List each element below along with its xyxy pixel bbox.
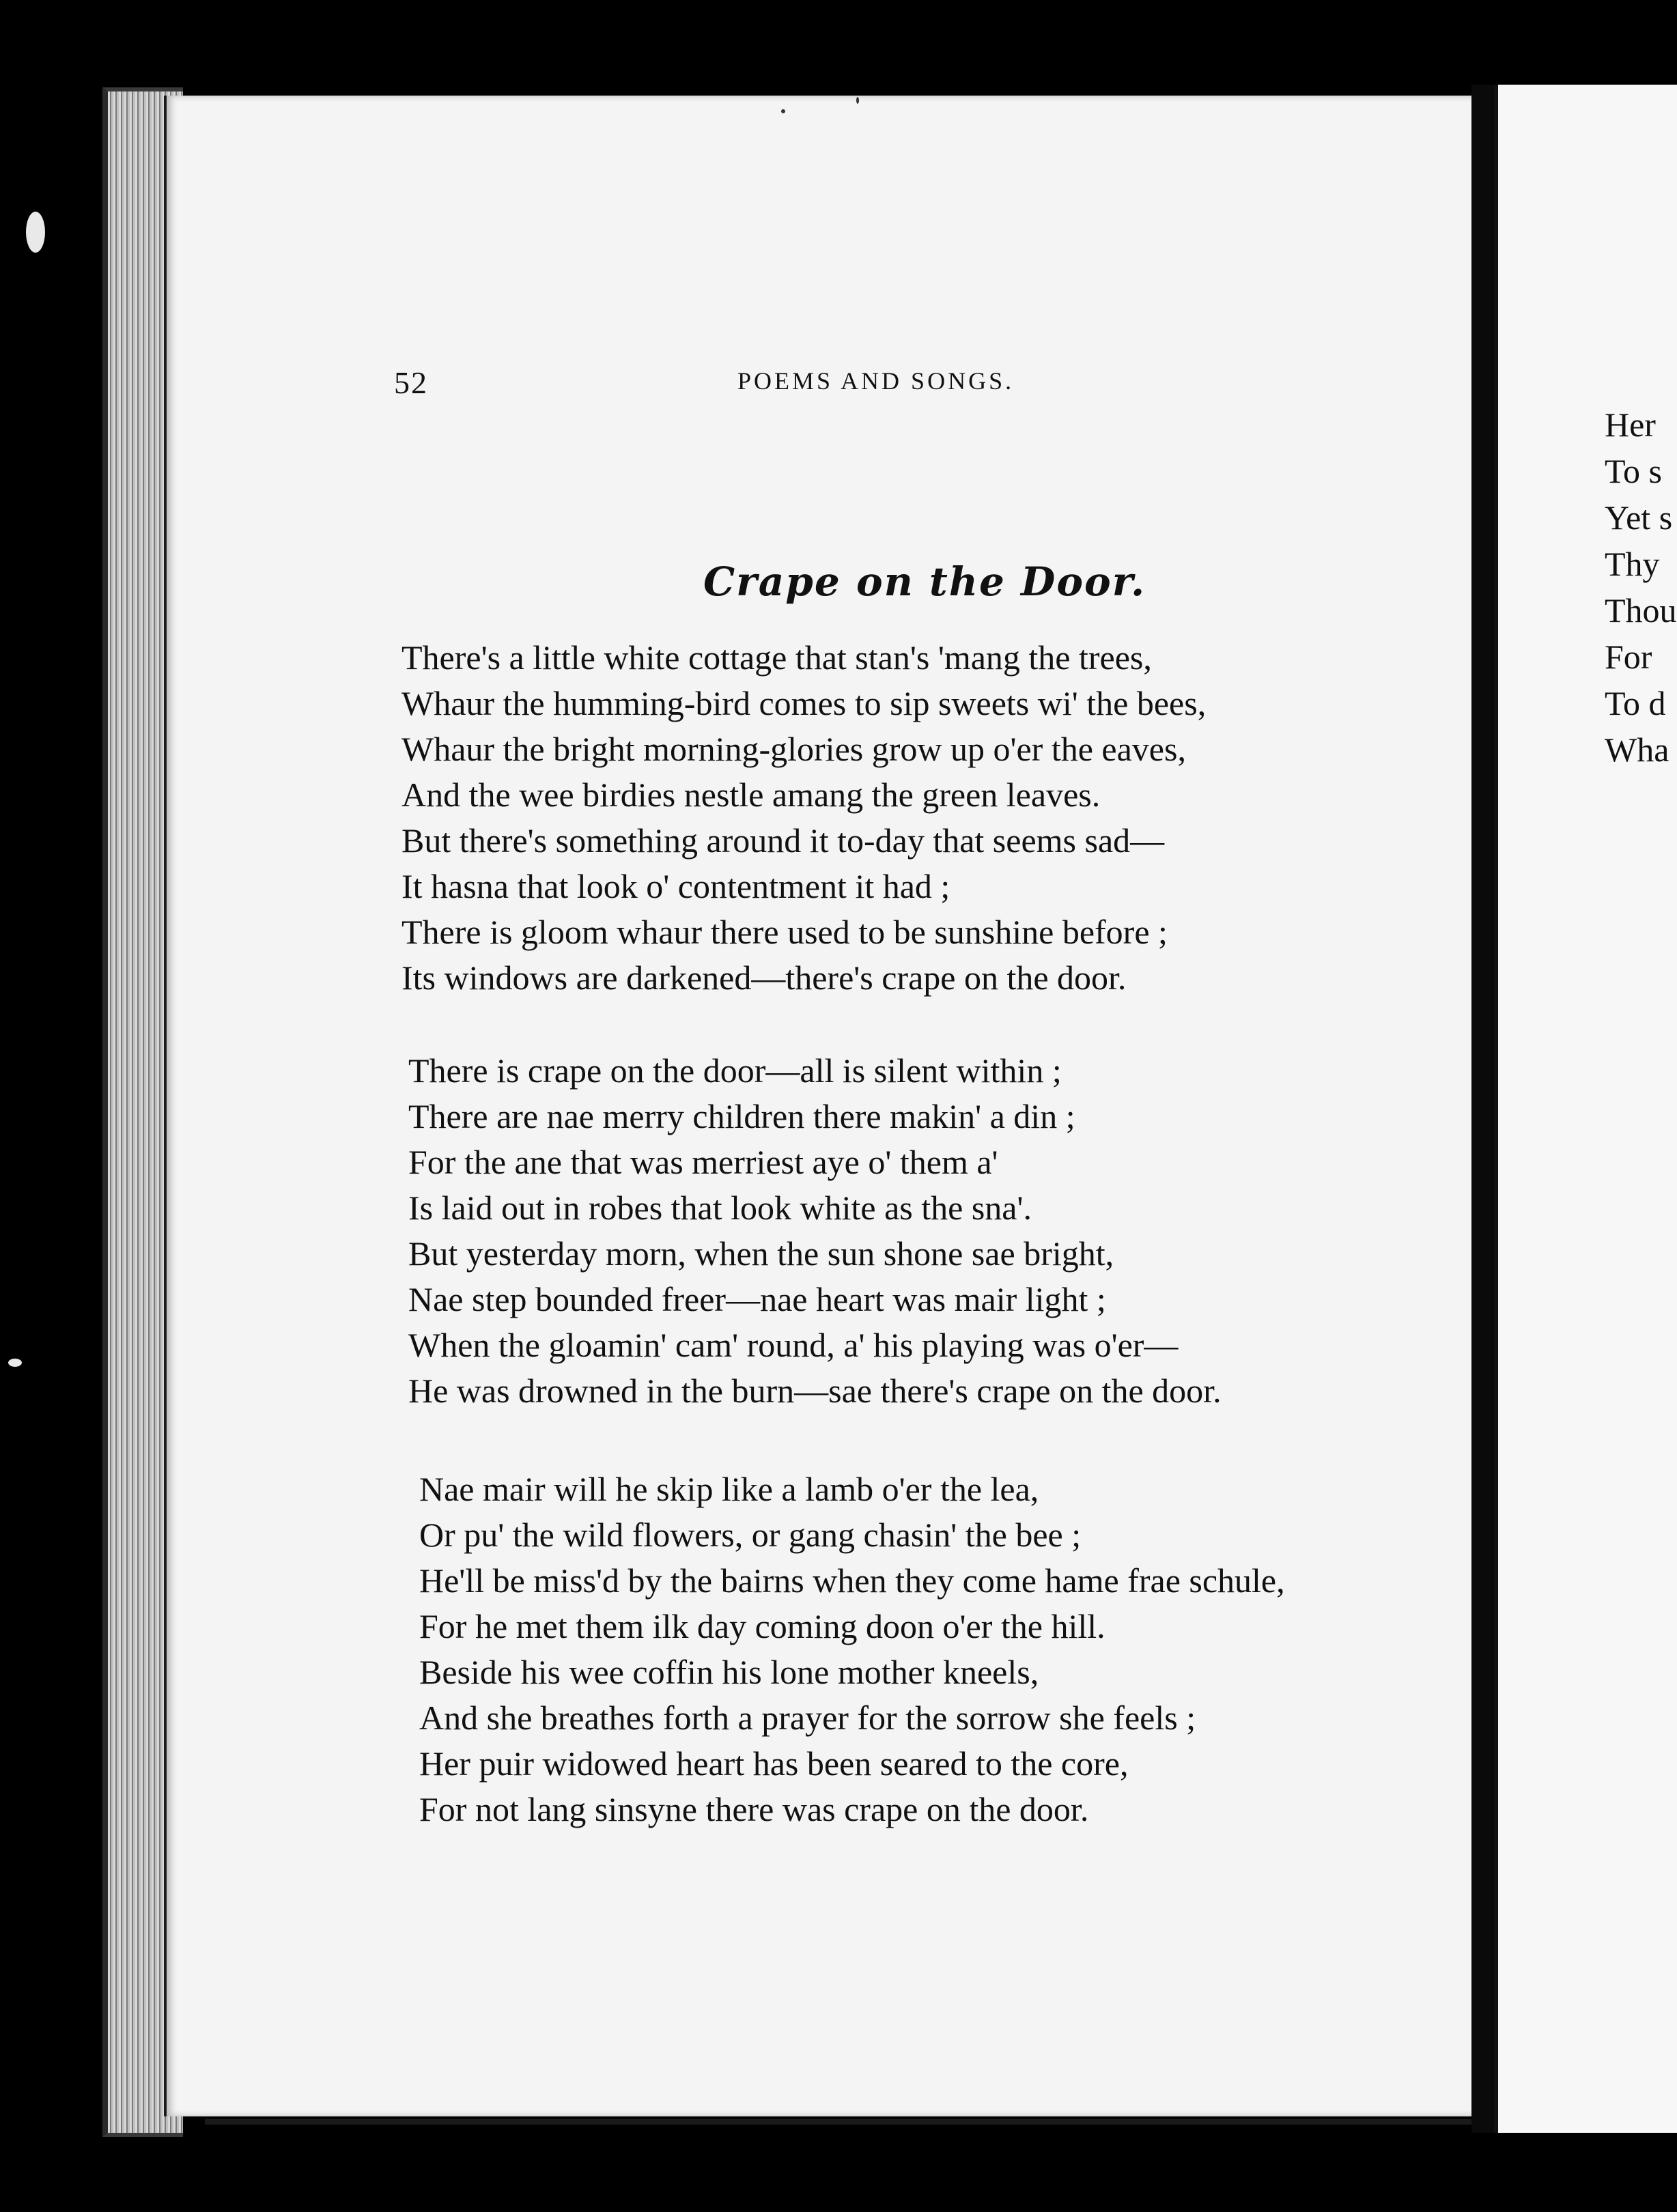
poem-line: Beside his wee coffin his lone mother kneels, <box>419 1653 1039 1691</box>
poem-line: Is laid out in robes that look white as the sna'. <box>408 1189 1032 1227</box>
poem-stanza-3 <box>419 1466 1285 1832</box>
poem-line: There is gloom whaur there used to be sunshine before ; <box>401 913 1168 951</box>
stain-mark <box>26 212 45 253</box>
poem-line: Her puir widowed heart has been seared to the core, <box>419 1744 1129 1783</box>
poem-line: And she breathes forth a prayer for the sorrow she feels ; <box>419 1699 1196 1737</box>
page-bottom-edge <box>205 2119 1471 2125</box>
facing-page <box>1494 85 1677 2133</box>
scan-border-left <box>0 0 102 2212</box>
poem-line: But there's something around it to-day that seems sad— <box>401 821 1165 860</box>
book-gutter <box>1471 85 1494 2133</box>
facing-page-line: To d <box>1605 684 1666 722</box>
poem-line: Whaur the bright morning-glories grow up o'er the eaves, <box>401 730 1186 768</box>
poem-line: He'll be miss'd by the bairns when they come hame frae schule, <box>419 1561 1285 1600</box>
poem-stanza-1 <box>401 635 1206 1001</box>
poem-line: There are nae merry children there makin' a din ; <box>408 1097 1075 1135</box>
facing-page-line: Thou <box>1605 591 1677 629</box>
poem-title: Crape on the Door. <box>703 558 1146 605</box>
page-speck <box>856 97 859 104</box>
poem-line: Nae mair will he skip like a lamb o'er the lea, <box>419 1470 1039 1508</box>
page-number: 52 <box>394 365 428 400</box>
poem-line: Or pu' the wild flowers, or gang chasin' the bee ; <box>419 1516 1082 1554</box>
facing-page-line: Wha <box>1605 731 1669 769</box>
poem-line: For the ane that was merriest aye o' them a' <box>408 1143 998 1181</box>
facing-page-line: To s <box>1605 452 1663 490</box>
poem-line: Nae step bounded freer—nae heart was mair light ; <box>408 1280 1106 1318</box>
poem-line: There is crape on the door—all is silent within ; <box>408 1051 1062 1090</box>
poem-line: For not lang sinsyne there was crape on the door. <box>419 1790 1089 1828</box>
poem-line: Whaur the humming-bird comes to sip sweets wi' the bees, <box>401 684 1207 722</box>
page-speck <box>781 109 785 113</box>
poem-stanza-2 <box>408 1048 1222 1414</box>
poem-line: It hasna that look o' contentment it had ; <box>401 867 950 905</box>
poem-line: But yesterday morn, when the sun shone sae bright, <box>408 1234 1114 1273</box>
poem-line: Its windows are darkened—there's crape on the door. <box>401 959 1127 997</box>
running-head-title: POEMS AND SONGS. <box>737 367 1015 395</box>
facing-page-line: Thy <box>1605 545 1660 583</box>
poem-line: And the wee birdies nestle amang the green leaves. <box>401 776 1101 814</box>
poem-line: He was drowned in the burn—sae there's crape on the door. <box>408 1372 1222 1410</box>
poem-line: When the gloamin' cam' round, a' his playing was o'er— <box>408 1326 1179 1364</box>
facing-page-line: For <box>1605 638 1652 676</box>
facing-page-text <box>1605 401 1677 773</box>
facing-page-line: Yet s <box>1605 498 1673 537</box>
poem-line: For he met them ilk day coming doon o'er the hill. <box>419 1607 1105 1645</box>
poem-line: There's a little white cottage that stan's 'mang the trees, <box>401 638 1152 677</box>
facing-page-line: Her <box>1605 406 1656 444</box>
stain-mark <box>8 1359 22 1367</box>
